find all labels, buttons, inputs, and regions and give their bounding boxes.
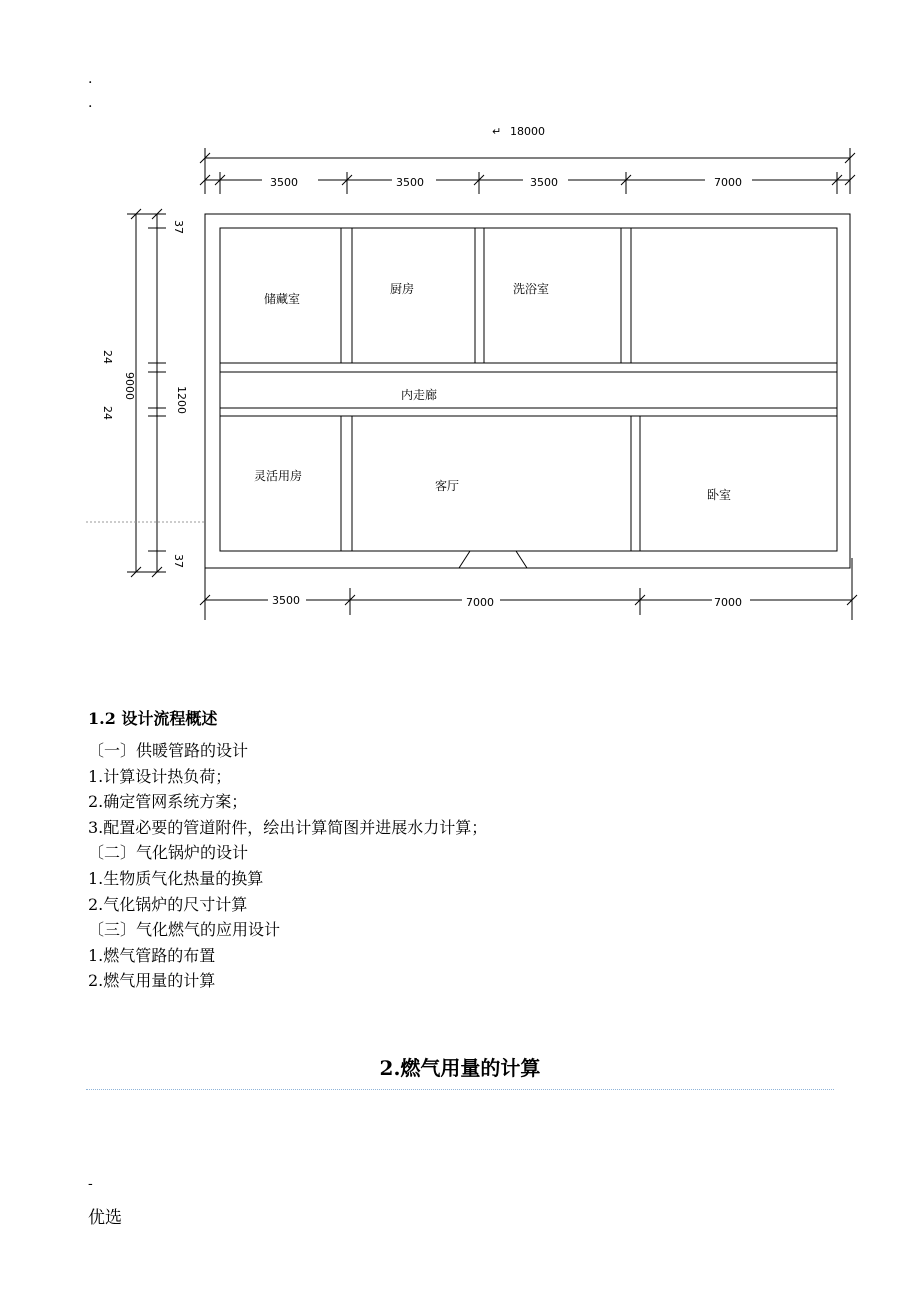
section-heading: 1.2 设计流程概述 bbox=[88, 709, 218, 728]
dim-top-3: 3500 bbox=[530, 176, 558, 189]
body-line: 1.生物质气化热量的换算 bbox=[88, 868, 264, 888]
footer-label: 优选 bbox=[88, 1208, 122, 1228]
dim-left-wall-top: 37 bbox=[172, 220, 185, 234]
dim-bottom-2: 7000 bbox=[466, 596, 494, 609]
dim-left-corridor: 1200 bbox=[175, 386, 188, 414]
para-mark-top: ↵ bbox=[492, 125, 502, 138]
room-label-corridor: 内走廊 bbox=[401, 388, 438, 402]
stray-mark-2: . bbox=[88, 95, 93, 111]
dim-left-wall-bottom: 37 bbox=[172, 554, 185, 568]
room-label-flex: 灵活用房 bbox=[254, 469, 303, 483]
chapter-divider bbox=[86, 1089, 834, 1090]
room-label-storage: 储藏室 bbox=[264, 292, 301, 306]
room-label-living: 客厅 bbox=[435, 479, 460, 493]
body-line: 1.燃气管路的布置 bbox=[88, 945, 216, 965]
stray-mark-1: . bbox=[88, 71, 93, 87]
room-label-bathroom: 洗浴室 bbox=[513, 282, 550, 296]
dim-top-1: 3500 bbox=[270, 176, 298, 189]
footer-dash: - bbox=[88, 1176, 93, 1192]
body-line: 〔二〕气化锅炉的设计 bbox=[88, 843, 249, 863]
body-line: 〔三〕气化燃气的应用设计 bbox=[88, 920, 281, 940]
body-line: 3.配置必要的管道附件，绘出计算简图并进展水力计算； bbox=[88, 817, 488, 837]
chapter-title: 2.燃气用量的计算 bbox=[379, 1056, 541, 1080]
room-label-kitchen: 厨房 bbox=[390, 282, 415, 296]
section-body bbox=[88, 738, 487, 994]
dim-top-4: 7000 bbox=[714, 176, 742, 189]
room-label-bedroom: 卧室 bbox=[707, 488, 732, 502]
body-line: 1.计算设计热负荷； bbox=[88, 766, 232, 786]
floor-plan-drawing bbox=[0, 110, 920, 630]
body-line: 2.确定管网系统方案； bbox=[88, 792, 248, 812]
dim-left-height: 9000 bbox=[123, 372, 136, 400]
body-line: 2.燃气用量的计算 bbox=[88, 971, 216, 991]
dim-bottom-3: 7000 bbox=[714, 596, 742, 609]
body-line: 〔一〕供暖管路的设计 bbox=[88, 741, 249, 760]
dim-top-2: 3500 bbox=[396, 176, 424, 189]
dim-bottom-1: 3500 bbox=[272, 594, 300, 607]
body-line: 2.气化锅炉的尺寸计算 bbox=[88, 894, 248, 914]
dim-left-2: 24 bbox=[101, 406, 114, 420]
dim-total-width: 18000 bbox=[510, 125, 545, 138]
dim-left-1: 24 bbox=[101, 350, 114, 364]
